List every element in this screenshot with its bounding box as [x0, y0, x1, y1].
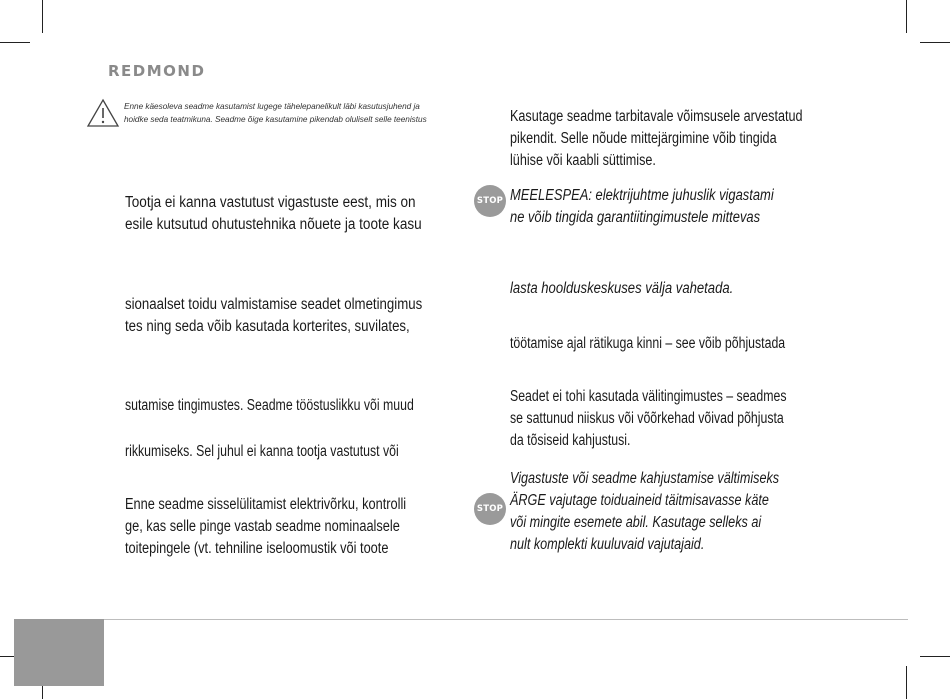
text-line: sionaalset toidu valmistamise seadet olmetingimus	[125, 296, 423, 313]
text-line: esile kutsutud ohutustehnika nõuete ja toote kasu	[125, 216, 422, 233]
text-line: se sattunud niiskus või võõrkehad võivad põhjusta	[510, 410, 784, 427]
left-paragraph-5	[125, 494, 406, 560]
crop-mark	[920, 656, 950, 657]
crop-mark	[906, 0, 907, 33]
text-line: ge, kas selle pinge vastab seadme nominaalsele	[125, 518, 400, 535]
text-line: ÄRGE vajutage toiduaineid täitmisavasse käte	[510, 492, 769, 509]
left-paragraph-2	[125, 294, 422, 338]
text-line: või mingite esemete abil. Kasutage selleks ai	[510, 514, 762, 531]
warning-line: hoidke seda teatmikuna. Seadme õige kasutamine pikendab oluliselt selle teenistus	[124, 114, 427, 124]
text-line: rikkumiseks. Sel juhul ei kanna tootja vastutust või	[125, 443, 399, 460]
left-paragraph-4	[125, 441, 399, 463]
right-paragraph-1	[510, 106, 803, 172]
crop-mark	[0, 42, 30, 43]
text-line: da tõsiseid kahjustusi.	[510, 432, 631, 449]
crop-mark	[920, 42, 950, 43]
text-line: tes ning seda võib kasutada korterites, suvilates,	[125, 318, 410, 335]
text-line: Enne seadme sisselülitamist elektrivõrku, kontrolli	[125, 496, 407, 513]
text-line: Seadet ei tohi kasutada välitingimustes – seadmes	[510, 388, 787, 405]
warning-text	[124, 101, 464, 126]
text-line: Tootja ei kanna vastutust vigastuste eest, mis on	[125, 194, 416, 211]
text-line: lasta hoolduskeskuses välja vahetada.	[510, 280, 734, 297]
text-line: sutamise tingimustes. Seadme tööstuslikku või muud	[125, 397, 414, 414]
text-line: pikendit. Selle nõude mittejärgimine võib tingida	[510, 130, 777, 147]
footer-divider	[104, 619, 908, 620]
text-line: toitepingele (vt. tehniline iseloomustik või toote	[125, 540, 389, 557]
stop-note-2	[510, 468, 779, 556]
left-paragraph-1	[125, 192, 422, 236]
left-paragraph-3	[125, 395, 414, 417]
warning-triangle-icon	[86, 98, 120, 128]
right-paragraph-4	[510, 386, 787, 452]
text-line: Kasutage seadme tarbitavale võimsusele arvestatud	[510, 108, 803, 125]
text-line: lühise või kaabli süttimise.	[510, 152, 656, 169]
brand-logo: REDMOND	[108, 62, 206, 80]
text-line: ne võib tingida garantiitingimustele mittevas	[510, 209, 761, 226]
right-paragraph-3	[510, 333, 785, 355]
text-line: Vigastuste või seadme kahjustamise vältimiseks	[510, 470, 780, 487]
warning-line: Enne käesoleva seadme kasutamist lugege tähelepanelikult läbi kasutusjuhend ja	[124, 102, 420, 111]
text-line: nult komplekti kuuluvaid vajutajaid.	[510, 536, 705, 553]
stop-icon: STOP	[474, 185, 506, 217]
page-number-block	[14, 619, 104, 686]
text-line: töötamise ajal rätikuga kinni – see võib põhjustada	[510, 335, 786, 352]
stop-note-1	[510, 185, 774, 229]
right-paragraph-2	[510, 278, 733, 300]
crop-mark	[906, 666, 907, 699]
text-line: MEELESPEA: elektrijuhtme juhuslik vigastami	[510, 187, 774, 204]
crop-mark	[42, 0, 43, 33]
stop-icon: STOP	[474, 493, 506, 525]
